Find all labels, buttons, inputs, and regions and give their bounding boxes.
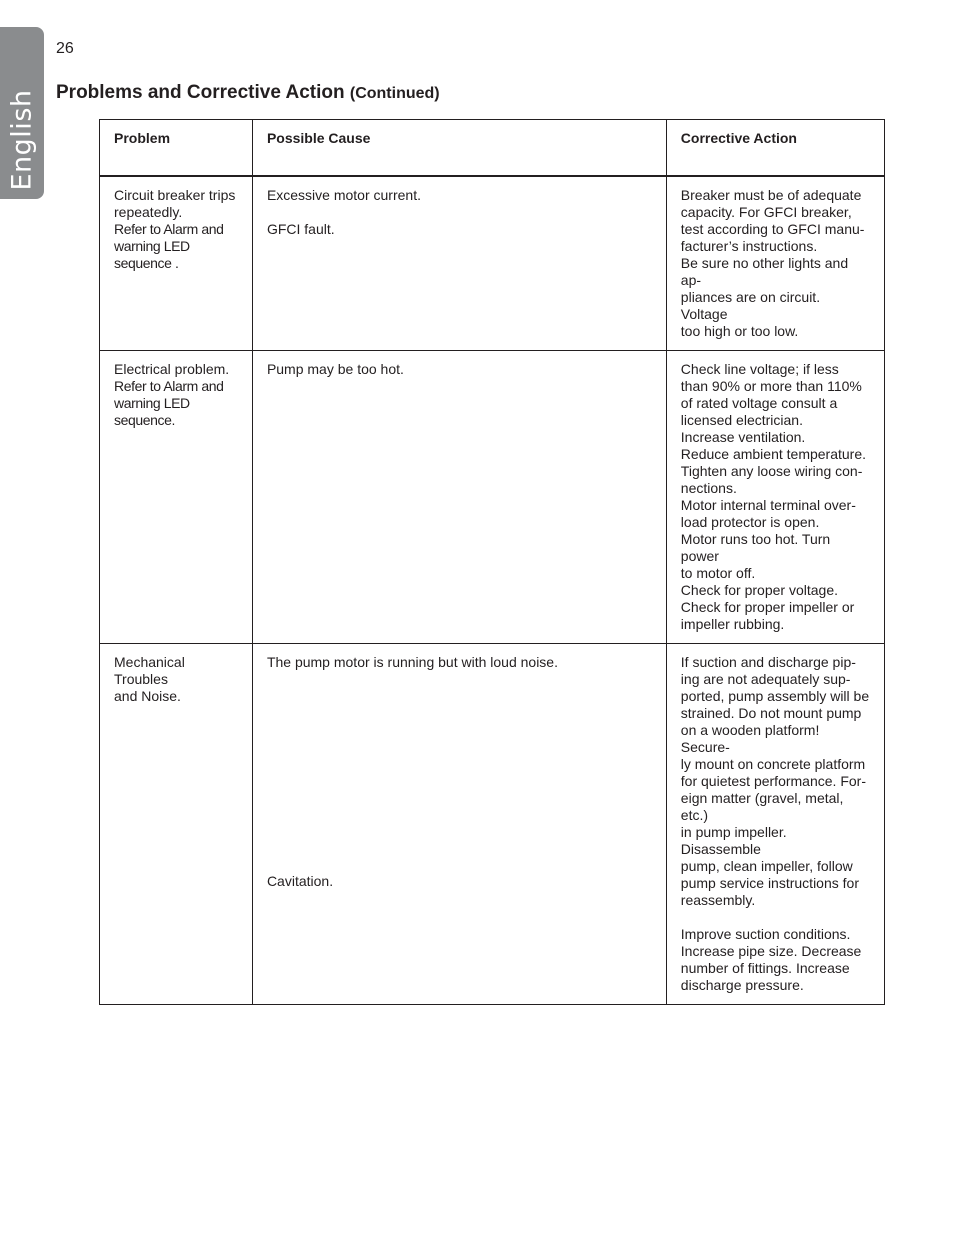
text-line: Excessive motor current. bbox=[266, 187, 421, 203]
text-line: Increase pipe size. Decrease bbox=[680, 943, 862, 959]
text-line: warning LED bbox=[114, 395, 190, 411]
section-title-continued: (Continued) bbox=[349, 85, 440, 102]
text-line: Reduce ambient temperature. bbox=[680, 446, 867, 462]
text-line: warning LED bbox=[114, 238, 190, 254]
text-line: Motor internal terminal over- bbox=[680, 497, 856, 513]
text-line: Circuit breaker trips bbox=[114, 187, 236, 203]
text-line: sequence . bbox=[114, 255, 179, 271]
text-line: Be sure no other lights and ap- bbox=[680, 255, 849, 288]
text-line: impeller rubbing. bbox=[680, 616, 785, 632]
text-line: pliances are on circuit. Voltage bbox=[680, 289, 821, 322]
text-line: capacity. For GFCI breaker, bbox=[680, 204, 852, 220]
text-line: too high or too low. bbox=[680, 323, 799, 339]
cause-cell bbox=[252, 644, 666, 1005]
table-row bbox=[100, 176, 885, 351]
text-line: Motor runs too hot. Turn power bbox=[680, 531, 831, 564]
text-line: eign matter (gravel, metal, etc.) bbox=[680, 790, 844, 823]
action-cell bbox=[666, 351, 884, 644]
language-tab-label: English bbox=[6, 89, 38, 191]
text-line: than 90% or more than 110% bbox=[680, 378, 862, 394]
text-line: ing are not adequately sup- bbox=[680, 671, 851, 687]
text-line: GFCI fault. bbox=[266, 221, 335, 237]
text-line: and Noise. bbox=[114, 688, 181, 704]
text-line: in pump impeller. Disassemble bbox=[680, 824, 787, 857]
text-line: reassembly. bbox=[680, 892, 756, 908]
text-line: pump, clean impeller, follow bbox=[680, 858, 853, 874]
text-line: Check for proper impeller or bbox=[680, 599, 855, 615]
problem-cell bbox=[100, 351, 253, 644]
section-title bbox=[56, 82, 440, 104]
text-line: Refer to Alarm and bbox=[114, 221, 224, 237]
text-line: Pump may be too hot. bbox=[266, 361, 404, 377]
text-line: If suction and discharge pip- bbox=[680, 654, 856, 670]
text-line: Improve suction conditions. bbox=[680, 926, 851, 942]
text-line: strained. Do not mount pump bbox=[680, 705, 862, 721]
line-gap bbox=[267, 204, 652, 221]
cause-cell bbox=[252, 176, 666, 351]
text-line: of rated voltage consult a bbox=[680, 395, 838, 411]
text-line: licensed electrician. bbox=[680, 412, 803, 428]
text-line: Mechanical Troubles bbox=[114, 654, 185, 687]
text-line: Cavitation. bbox=[266, 873, 334, 889]
problem-cell bbox=[100, 644, 253, 1005]
text-line: Breaker must be of adequate bbox=[680, 187, 862, 203]
section-title-text: Problems and Corrective Action bbox=[56, 82, 345, 103]
text-line: Tighten any loose wiring con- bbox=[680, 463, 863, 479]
text-line: facturer’s instructions. bbox=[680, 238, 818, 254]
text-line: ported, pump assembly will be bbox=[680, 688, 870, 704]
text-line: repeatedly. bbox=[114, 204, 183, 220]
table-row bbox=[100, 644, 885, 1005]
text-line: load protector is open. bbox=[680, 514, 820, 530]
header-corrective-action: Corrective Action bbox=[666, 120, 884, 177]
problem-cell bbox=[100, 176, 253, 351]
cause-cell bbox=[252, 351, 666, 644]
language-tab bbox=[0, 27, 44, 199]
troubleshooting-table bbox=[99, 119, 885, 1005]
text-line: Check line voltage; if less bbox=[680, 361, 839, 377]
text-line: nections. bbox=[680, 480, 737, 496]
text-line: on a wooden platform! Secure- bbox=[680, 722, 820, 755]
line-gap bbox=[681, 909, 870, 926]
text-line: The pump motor is running but with loud noise. bbox=[266, 654, 558, 670]
header-problem: Problem bbox=[100, 120, 253, 177]
action-cell bbox=[666, 644, 884, 1005]
header-possible-cause: Possible Cause bbox=[252, 120, 666, 177]
page-number: 26 bbox=[56, 40, 74, 57]
text-line: Refer to Alarm and bbox=[114, 378, 224, 394]
text-line: ly mount on concrete platform bbox=[680, 756, 866, 772]
text-line: for quietest performance. For- bbox=[680, 773, 866, 789]
table-header-row bbox=[100, 120, 885, 177]
text-line: pump service instructions for bbox=[680, 875, 859, 891]
action-cell bbox=[666, 176, 884, 351]
text-line: Increase ventilation. bbox=[680, 429, 806, 445]
text-line: to motor off. bbox=[680, 565, 756, 581]
text-line: test according to GFCI manu- bbox=[680, 221, 865, 237]
text-line: Electrical problem. bbox=[114, 361, 230, 377]
text-line: Check for proper voltage. bbox=[680, 582, 838, 598]
table-row bbox=[100, 351, 885, 644]
text-line: sequence. bbox=[114, 412, 176, 428]
text-line: number of fittings. Increase bbox=[680, 960, 850, 976]
text-line: discharge pressure. bbox=[680, 977, 804, 993]
